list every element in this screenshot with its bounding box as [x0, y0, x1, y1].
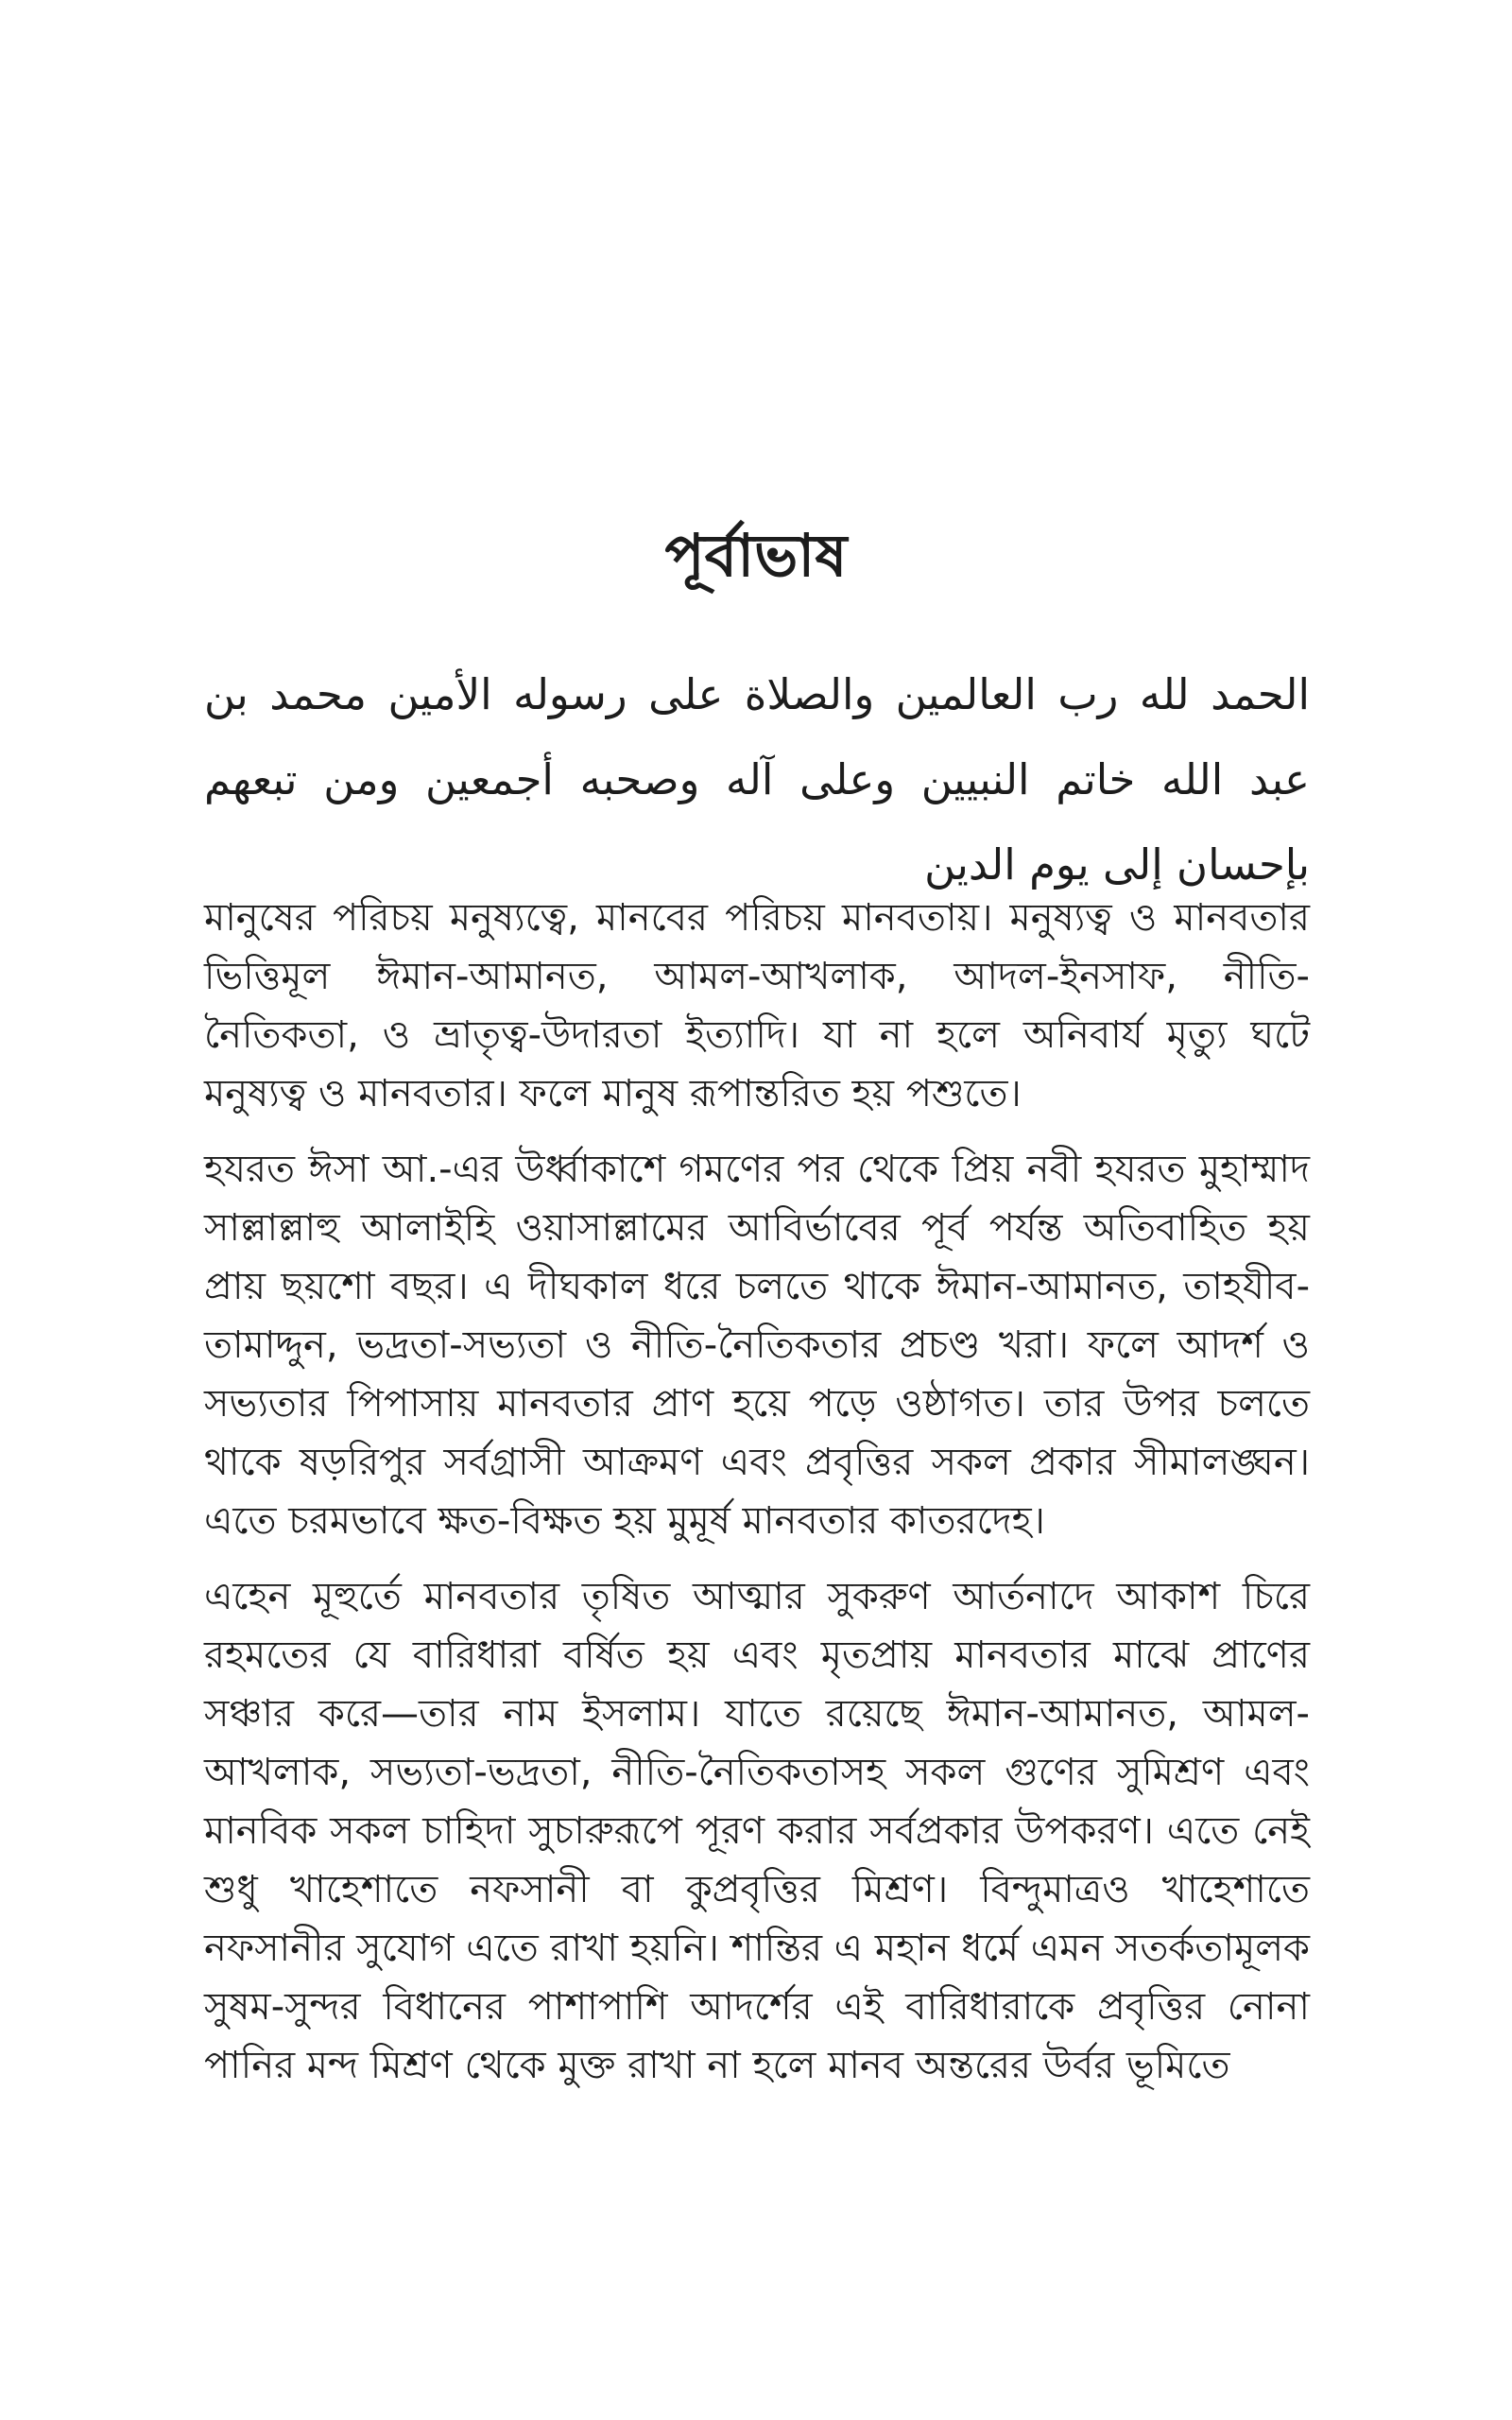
body-text [204, 889, 1310, 2112]
paragraph-1: মানুষের পরিচয় মনুষ্যত্বে, মানবের পরিচয় মানবতায়। মনুষ্যত্ব ও মানবতার ভিত্তিমূল ঈমান-আমানত, আমল-আখলাক, আদল-ইনসাফ, নীতি-নৈতিকতা, ও ভ্রাতৃত্ব-উদারতা ইত্যাদি। যা না হলে অনিবার্য মৃত্যু ঘটে মনুষ্যত্ব ও মানবতার। ফলে মানুষ রূপান্তরিত হয় পশুতে। [204, 896, 1310, 1115]
arabic-invocation: الحمد لله رب العالمين والصلاة على رسوله الأمين محمد بن عبد الله خاتم النبيين وعلى آله وصحبه أجمعين ومن تبعهم بإحسان إلى يوم الدين [204, 669, 1310, 890]
paragraph-2: হযরত ঈসা আ.-এর উর্ধ্বাকাশে গমণের পর থেকে প্রিয় নবী হযরত মুহাম্মাদ সাল্লাল্লাহু আলাইহি ওয়াসাল্লামের আবির্ভাবের পূর্ব পর্যন্ত অতিবাহিত হয় প্রায় ছয়শো বছর। এ দীঘকাল ধরে চলতে থাকে ঈমান-আমানত, তাহযীব-তামাদ্দুন, ভদ্রতা-সভ্যতা ও নীতি-নৈতিকতার প্রচণ্ড খরা। ফলে আদর্শ ও সভ্যতার পিপাসায় মানবতার প্রাণ হয়ে পড়ে ওষ্ঠাগত। তার উপর চলতে থাকে ষড়রিপুর সর্বগ্রাসী আক্রমণ এবং প্রবৃত্তির সকল প্রকার সীমালঙ্ঘন। এতে চরমভাবে ক্ষত-বিক্ষত হয় মুমূর্ষ মানবতার কাতরদেহ। [204, 1148, 1310, 1543]
page-title: পূর্বাভাষ [664, 521, 848, 590]
paragraph-3: এহেন মূহুর্তে মানবতার তৃষিত আত্মার সুকরুণ আর্তনাদে আকাশ চিরে রহমতের যে বারিধারা বর্ষিত হয় এবং মৃতপ্রায় মানবতার মাঝে প্রাণের সঞ্চার করে—তার নাম ইসলাম। যাতে রয়েছে ঈমান-আমানত, আমল-আখলাক, সভ্যতা-ভদ্রতা, নীতি-নৈতিকতাসহ সকল গুণের সুমিশ্রণ এবং মানবিক সকল চাহিদা সুচারুরূপে পূরণ করার সর্বপ্রকার উপকরণ। এতে নেই শুধু খাহেশাতে নফসানী বা কুপ্রবৃত্তির মিশ্রণ। বিন্দুমাত্রও খাহেশাতে নফসানীর সুযোগ এতে রাখা হয়নি। শান্তির এ মহান ধর্মে এমন সতর্কতামূলক সুষম-সুন্দর বিধানের পাশাপাশি আদর্শের এই বারিধারাকে প্রবৃত্তির নোনা পানির মন্দ মিশ্রণ থেকে মুক্ত রাখা না হলে মানব অন্তরের উর্বর ভূমিতে [204, 1575, 1310, 2087]
